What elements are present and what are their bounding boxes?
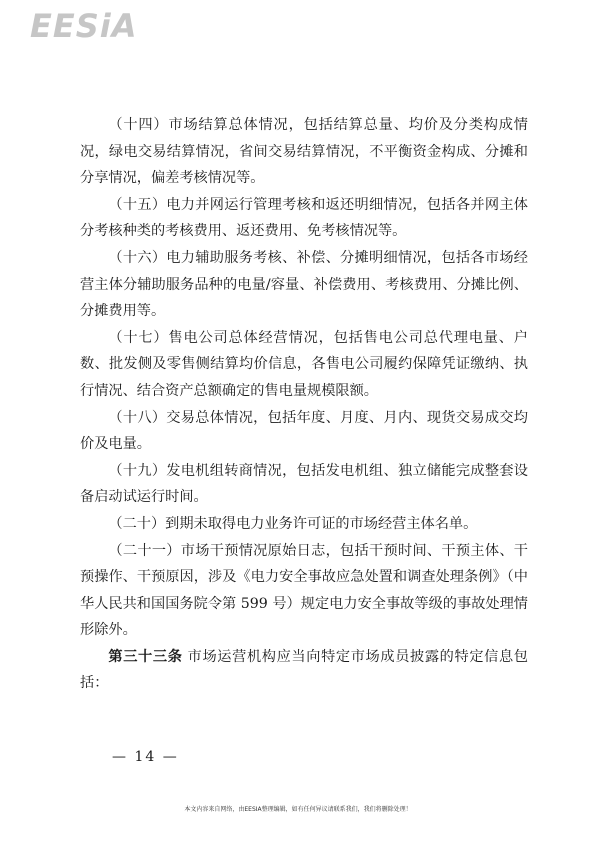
footer-note: 本文内容来自网络，由EESIA整理编辑，如有任何异议请联系我们，我们将删除处理！	[184, 806, 412, 813]
list-item: （十七）售电公司总体经营情况，包括售电公司总代理电量、户数、批发侧及零售侧结算均价信息，各售电公司履约保障凭证缴纳、执行情况、结合资产总额确定的售电量规模限额。	[80, 329, 528, 399]
list-item: （二十）到期未取得电力业务许可证的市场经营主体名单。	[108, 515, 478, 532]
list-item: （十五）电力并网运行管理考核和返还明细情况，包括各并网主体分考核种类的考核费用、返还费用、免考核情况等。	[80, 196, 528, 240]
list-item: （十六）电力辅助服务考核、补偿、分摊明细情况，包括各市场经营主体分辅助服务品种的电量/容量、补偿费用、考核费用、分摊比例、分摊费用等。	[80, 249, 528, 320]
article-body: 市场运营机构应当向特定市场成员披露的特定信息包括：	[80, 648, 528, 692]
list-item: （十四）市场结算总体情况，包括结算总量、均价及分类构成情况，绿电交易结算情况，省间交易结算情况，不平衡资金构成、分摊和分享情况，偏差考核情况等。	[80, 117, 528, 187]
page-number: — 14 —	[112, 749, 179, 765]
document-body	[80, 112, 528, 697]
article-heading: 第三十三条	[108, 648, 183, 665]
article-paragraph	[80, 644, 528, 697]
list-item: （二十一）市场干预情况原始日志，包括干预时间、干预主体、干预操作、干预原因，涉及《电力安全事故应急处置和调查处理条例》（中华人民共和国国务院令第 599 号）规定电力安全事故等级的事故处理情形除外。	[80, 542, 528, 639]
eesia-logo: EESiA	[30, 7, 138, 45]
list-item: （十八）交易总体情况，包括年度、月度、月内、现货交易成交均价及电量。	[80, 409, 528, 453]
list-item: （十九）发电机组转商情况，包括发电机组、独立储能完成整套设备启动试运行时间。	[80, 462, 528, 506]
